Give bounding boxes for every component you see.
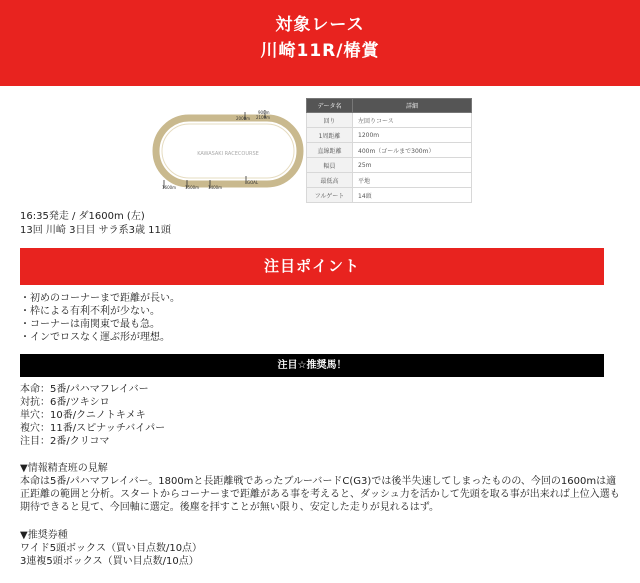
race-meeting-details: 13回 川崎 3日目 サラ系3歳 11頭 (20, 225, 171, 236)
table-key-cell: 最低高 (307, 173, 353, 188)
course-name-label: KAWASAKI RACECOURSE (197, 151, 259, 157)
analysis-text: 本命は5番/パハマフレイバー。1800mと長距離戦であったブルーバードC(G3)では後半失速してしまったものの、今回の1600mは適正距離の範囲と分析。スタートからコーナーまで距離がある事を考えると、ダッシュ力を活かして先頭を取る事が出来れば上位入選も期待できると見て、今回軸に選定。後塵を拝すことが無い限り、安定した走りが見れるはず。 (20, 476, 620, 513)
attention-points-list (20, 292, 180, 344)
table-key-cell: フルゲート (307, 188, 353, 203)
list-item: ワイド5頭ボックス（買い目点数/10点） (20, 543, 203, 554)
list-item: 本命：5番/パハマフレイバー (20, 384, 149, 395)
list-item: 複穴：11番/スピナッチバイパー (20, 423, 166, 434)
course-data-table (306, 98, 472, 203)
table-header-cell: 詳細 (353, 99, 472, 113)
table-value-cell: 14頭 (353, 188, 472, 203)
race-time-distance: 16:35発走 / ダ1600m (左) (20, 211, 145, 222)
table-row (307, 188, 472, 203)
list-item: ・初めのコーナーまで距離が長い。 (20, 293, 180, 304)
table-key-cell: 幅員 (307, 158, 353, 173)
list-item: 単穴：10番/クニノトキメキ (20, 410, 146, 421)
header-race-name: 川崎11R/椿賞 (260, 41, 380, 61)
marker-1500: 1500m (185, 185, 200, 190)
marker-900: 900m (258, 110, 270, 115)
recommended-horses-banner: 注目☆推奨馬！ (20, 354, 604, 377)
table-row (307, 143, 472, 158)
table-header-row (307, 99, 472, 113)
table-row (307, 158, 472, 173)
table-value-cell: 1200m (353, 128, 472, 143)
analysis-heading: ▼情報精査班の見解 (20, 463, 108, 474)
course-map (150, 100, 310, 192)
list-item: ・枠による有利不利が少ない。 (20, 306, 160, 317)
table-value-cell: 平地 (353, 173, 472, 188)
analysis-section (20, 462, 620, 514)
table-header-cell: データ名 (307, 99, 353, 113)
marker-goal: GOAL (247, 180, 259, 185)
table-value-cell: 25m (353, 158, 472, 173)
table-key-cell: 回り (307, 113, 353, 128)
marker-1600: 1600m (162, 185, 177, 190)
list-item: 3連複5頭ボックス（買い目点数/10点） (20, 556, 199, 567)
table-value-cell: 400m（ゴールまで300m） (353, 143, 472, 158)
marker-1400: 1400m (208, 185, 223, 190)
recommended-horses-list (20, 383, 165, 448)
marker-2000: 2000m (236, 116, 251, 121)
race-info (20, 210, 171, 238)
table-row (307, 128, 472, 143)
list-item: 注目：2番/クリコマ (20, 436, 110, 447)
list-item: 対抗：6番/ツキシロ (20, 397, 110, 408)
race-header (0, 0, 640, 86)
bet-types-heading: ▼推奨券種 (20, 530, 68, 541)
list-item: ・コーナーは南関東で最も急。 (20, 319, 160, 330)
table-value-cell: 左回りコース (353, 113, 472, 128)
bet-types-section (20, 529, 202, 568)
table-row (307, 173, 472, 188)
table-key-cell: 1周距離 (307, 128, 353, 143)
table-row (307, 113, 472, 128)
table-key-cell: 直線距離 (307, 143, 353, 158)
marker-2100: 2100m (256, 115, 271, 120)
attention-points-banner: 注目ポイント (20, 248, 604, 285)
header-title: 対象レース (275, 15, 365, 35)
list-item: ・インでロスなく運ぶ形が理想。 (20, 332, 170, 343)
